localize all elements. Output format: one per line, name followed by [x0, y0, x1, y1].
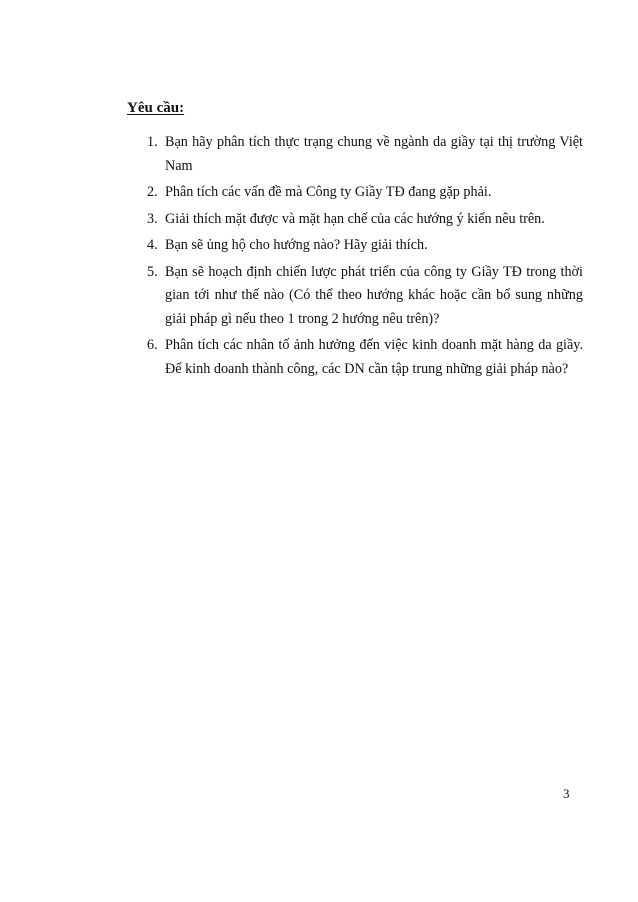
list-item-number: 5.	[147, 263, 158, 280]
list-item-number: 1.	[147, 134, 158, 150]
list-item-text: Bạn hãy phân tích thực trạng chung về ngành da giầy tại thị trường Việt Nam	[165, 134, 583, 174]
list-item-text: Phân tích các vấn đề mà Công ty Giầy TĐ đang gặp phải.	[165, 184, 492, 200]
list-item	[0, 334, 583, 381]
page-number: 3	[563, 786, 570, 801]
list-item-text: Phân tích các nhân tố ảnh hưởng đến việc kinh doanh mặt hàng da giầy. Để kinh doanh thành công, các DN cần tập trung những giải pháp nào?	[165, 337, 583, 377]
list-item-text: Bạn sẽ ủng hộ cho hướng nào? Hãy giải thích.	[165, 237, 428, 253]
list-item-number: 6.	[147, 337, 158, 353]
list-item-text: Bạn sẽ hoạch định chiến lược phát triển của công ty Giầy TĐ trong thời gian tới như thế nào (Có thể theo hướng khác hoặc cần bổ sung những giải pháp gì nếu theo 1 trong 2 hướng nêu trên)?	[165, 263, 583, 327]
list-item	[0, 234, 583, 258]
list-item	[0, 131, 583, 178]
list-item-number: 2.	[147, 184, 158, 200]
list-item-number: 4.	[147, 237, 158, 253]
section-heading: Yêu cầu:	[127, 100, 185, 116]
list-item	[0, 261, 583, 332]
list-item	[0, 181, 583, 205]
requirements-list	[0, 131, 583, 384]
list-item-text: Giải thích mặt được và mặt hạn chế của các hướng ý kiến nêu trên.	[165, 210, 545, 227]
list-item	[0, 208, 583, 232]
list-item-number: 3.	[147, 210, 158, 227]
